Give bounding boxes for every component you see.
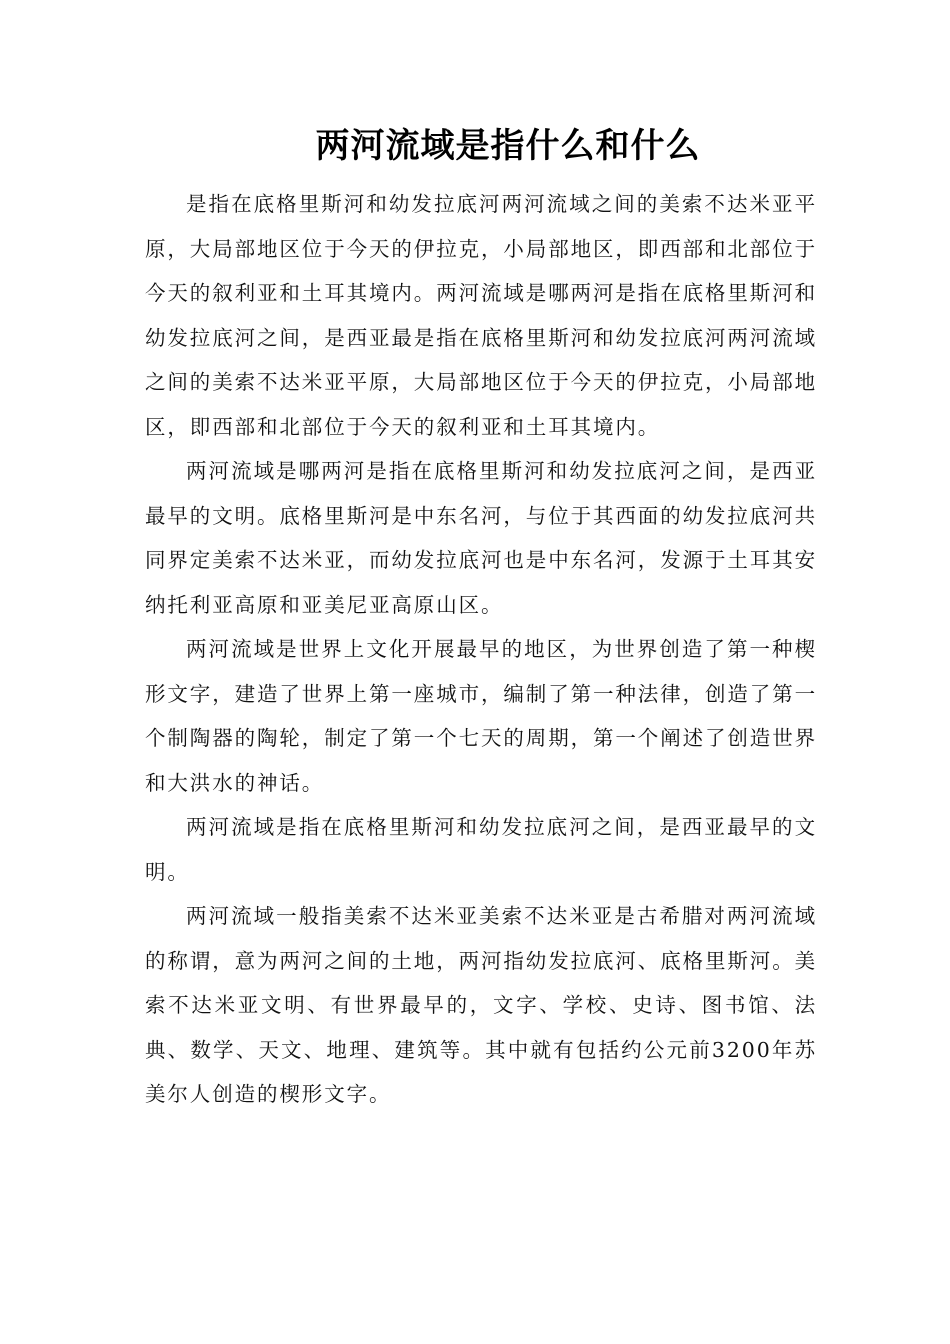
paragraph-4: 两河流域是指在底格里斯河和幼发拉底河之间，是西亚最早的文明。 xyxy=(145,815,817,884)
document-title: 两河流域是指什么和什么 xyxy=(315,126,701,166)
paragraph-5: 两河流域一般指美索不达米亚美索不达米亚是古希腊对两河流域的称谓，意为两河之间的土地，两河指幼发拉底河、底格里斯河。美索不达米亚文明、有世界最早的，文字、学校、史诗、图书馆、法典、数学、天文、地理、建筑等。其中就有包括约公元前3200年苏美尔人创造的楔形文字。 xyxy=(145,904,817,1106)
paragraph-3: 两河流域是世界上文化开展最早的地区，为世界创造了第一种楔形文字，建造了世界上第一座城市，编制了第一种法律，创造了第一个制陶器的陶轮，制定了第一个七天的周期，第一个阐述了创造世界和大洪水的神话。 xyxy=(145,637,817,795)
paragraph-1: 是指在底格里斯河和幼发拉底河两河流域之间的美索不达米亚平原，大局部地区位于今天的伊拉克，小局部地区，即西部和北部位于今天的叙利亚和土耳其境内。两河流域是哪两河是指在底格里斯河和幼发拉底河之间，是西亚最是指在底格里斯河和幼发拉底河两河流域之间的美索不达米亚平原，大局部地区位于今天的伊拉克，小局部地区，即西部和北部位于今天的叙利亚和土耳其境内。 xyxy=(145,192,817,439)
paragraph-2: 两河流域是哪两河是指在底格里斯河和幼发拉底河之间，是西亚最早的文明。底格里斯河是中东名河，与位于其西面的幼发拉底河共同界定美索不达米亚，而幼发拉底河也是中东名河，发源于土耳其安纳托利亚高原和亚美尼亚高原山区。 xyxy=(145,459,817,617)
document-body xyxy=(145,182,817,1117)
